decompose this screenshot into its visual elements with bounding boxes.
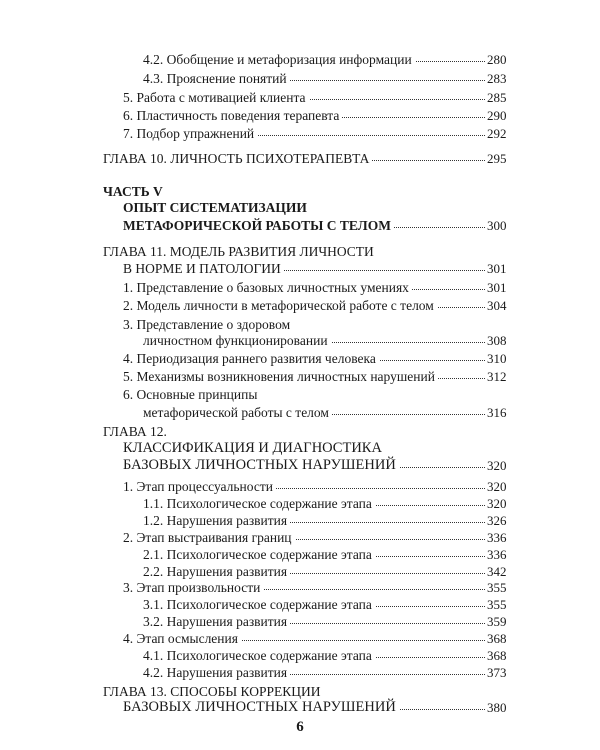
chapter-title: ГЛАВА 11. МОДЕЛЬ РАЗВИТИЯ ЛИЧНОСТИ xyxy=(103,243,377,260)
part-title: ОПЫТ СИСТЕМАТИЗАЦИИ xyxy=(123,199,310,216)
chapter-title: ГЛАВА 13. СПОСОБЫ КОРРЕКЦИИ xyxy=(103,683,323,700)
toc-entry[interactable] xyxy=(0,368,600,385)
toc-entry[interactable] xyxy=(0,478,600,495)
entry-page: 326 xyxy=(487,513,507,528)
toc-entry[interactable] xyxy=(0,332,600,349)
chapter-title: В НОРМЕ И ПАТОЛОГИИ xyxy=(123,260,284,277)
entry-page: 380 xyxy=(487,700,507,715)
entry-page: 285 xyxy=(487,90,507,105)
toc-part[interactable] xyxy=(0,217,600,234)
entry-page: 304 xyxy=(487,298,507,313)
entry-title: 3. Этап произвольности xyxy=(123,579,263,596)
entry-title: 1.1. Психологическое содержание этапа xyxy=(143,495,375,512)
toc-chapter xyxy=(0,683,600,700)
toc-entry[interactable] xyxy=(0,512,600,529)
toc-chapter[interactable] xyxy=(0,457,600,474)
chapter-label: ГЛАВА 12. xyxy=(103,423,170,440)
toc-entry xyxy=(0,386,600,403)
toc-entry[interactable] xyxy=(0,529,600,546)
entry-title: 4.2. Нарушения развития xyxy=(143,664,290,681)
entry-title: 4. Этап осмысления xyxy=(123,630,241,647)
toc-entry[interactable] xyxy=(0,647,600,664)
toc-chapter[interactable] xyxy=(0,699,600,716)
entry-page: 292 xyxy=(487,126,507,141)
entry-page: 320 xyxy=(487,458,507,473)
toc-chapter xyxy=(0,440,600,457)
entry-page: 336 xyxy=(487,547,507,562)
entry-title: 3.1. Психологическое содержание этапа xyxy=(143,596,375,613)
toc-entry[interactable] xyxy=(0,596,600,613)
entry-page: 283 xyxy=(487,71,507,86)
entry-page: 300 xyxy=(487,218,507,233)
toc-entry[interactable] xyxy=(0,89,600,106)
entry-title: 1. Представление о базовых личностных умениях xyxy=(123,279,412,296)
entry-title: 3.2. Нарушения развития xyxy=(143,613,290,630)
toc-entry[interactable] xyxy=(0,51,600,68)
toc-chapter xyxy=(0,423,600,440)
entry-title: личностном функционировании xyxy=(143,332,331,349)
toc-chapter xyxy=(0,243,600,260)
entry-page: 290 xyxy=(487,108,507,123)
toc-chapter[interactable] xyxy=(0,260,600,277)
entry-title: метафорической работы с телом xyxy=(143,404,332,421)
entry-page: 342 xyxy=(487,564,507,579)
entry-title: 3. Представление о здоровом xyxy=(123,316,293,333)
toc-entry[interactable] xyxy=(0,613,600,630)
chapter-title: КЛАССИФИКАЦИЯ И ДИАГНОСТИКА xyxy=(123,440,385,457)
entry-page: 320 xyxy=(487,479,507,494)
entry-page: 280 xyxy=(487,52,507,67)
toc-entry xyxy=(0,316,600,333)
entry-page: 373 xyxy=(487,665,507,680)
toc-entry[interactable] xyxy=(0,107,600,124)
toc-entry[interactable] xyxy=(0,125,600,142)
toc-entry[interactable] xyxy=(0,495,600,512)
entry-page: 355 xyxy=(487,597,507,612)
entry-title: 6. Основные принципы xyxy=(123,386,260,403)
entry-page: 336 xyxy=(487,530,507,545)
part-label: ЧАСТЬ V xyxy=(103,183,166,200)
toc-entry[interactable] xyxy=(0,664,600,681)
toc-entry[interactable] xyxy=(0,579,600,596)
toc-entry[interactable] xyxy=(0,297,600,314)
entry-page: 368 xyxy=(487,631,507,646)
entry-page: 301 xyxy=(487,280,507,295)
chapter-title: БАЗОВЫХ ЛИЧНОСТНЫХ НАРУШЕНИЙ xyxy=(123,699,399,716)
toc-entry[interactable] xyxy=(0,563,600,580)
entry-page: 312 xyxy=(487,369,507,384)
part-title: МЕТАФОРИЧЕСКОЙ РАБОТЫ С ТЕЛОМ xyxy=(123,217,394,234)
entry-title: 4.3. Прояснение понятий xyxy=(143,70,290,87)
entry-title: 6. Пластичность поведения терапевта xyxy=(123,107,342,124)
entry-title: 7. Подбор упражнений xyxy=(123,125,257,142)
entry-page: 355 xyxy=(487,580,507,595)
entry-title: 5. Механизмы возникновения личностных нарушений xyxy=(123,368,438,385)
toc-entry[interactable] xyxy=(0,546,600,563)
entry-page: 316 xyxy=(487,405,507,420)
entry-page: 359 xyxy=(487,614,507,629)
part-heading xyxy=(0,183,600,200)
entry-page: 308 xyxy=(487,333,507,348)
entry-title: 1.2. Нарушения развития xyxy=(143,512,290,529)
entry-page: 368 xyxy=(487,648,507,663)
entry-title: 2. Этап выстраивания границ xyxy=(123,529,295,546)
toc-entry[interactable] xyxy=(0,630,600,647)
entry-title: 5. Работа с мотивацией клиента xyxy=(123,89,309,106)
part-heading xyxy=(0,199,600,216)
toc-entry[interactable] xyxy=(0,70,600,87)
entry-page: 301 xyxy=(487,261,507,276)
entry-title: 4. Периодизация раннего развития человека xyxy=(123,350,379,367)
entry-page: 295 xyxy=(487,151,507,166)
entry-title: 4.2. Обобщение и метафоризация информации xyxy=(143,51,415,68)
entry-title: 2. Модель личности в метафорической работе с телом xyxy=(123,297,437,314)
toc-entry[interactable] xyxy=(0,350,600,367)
chapter-title: ГЛАВА 10. ЛИЧНОСТЬ ПСИХОТЕРАПЕВТА xyxy=(103,150,372,167)
entry-title: 4.1. Психологическое содержание этапа xyxy=(143,647,375,664)
toc-chapter[interactable] xyxy=(0,150,600,167)
entry-page: 320 xyxy=(487,496,507,511)
toc-entry[interactable] xyxy=(0,279,600,296)
page-number: 6 xyxy=(296,719,304,735)
toc-entry[interactable] xyxy=(0,404,600,421)
chapter-title: БАЗОВЫХ ЛИЧНОСТНЫХ НАРУШЕНИЙ xyxy=(123,457,399,474)
entry-title: 1. Этап процессуальности xyxy=(123,478,276,495)
entry-title: 2.2. Нарушения развития xyxy=(143,563,290,580)
entry-title: 2.1. Психологическое содержание этапа xyxy=(143,546,375,563)
entry-page: 310 xyxy=(487,351,507,366)
